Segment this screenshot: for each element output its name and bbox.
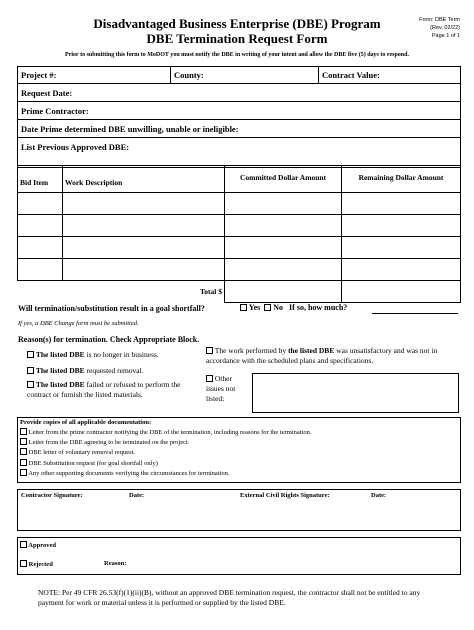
doc-item-text: Any other supporting documents verifying the circumstances for termination. [28, 469, 230, 477]
contractor-date-field[interactable]: Date: [129, 492, 145, 499]
yes-label: Yes [248, 303, 261, 312]
approved-checkbox[interactable] [20, 541, 27, 548]
revision-date: (Rev. 02/22) [430, 25, 460, 31]
list-item[interactable] [20, 428, 311, 438]
contractor-signature-field[interactable]: Contractor Signature: [21, 492, 83, 499]
reason-unsatisfactory-work[interactable] [206, 346, 458, 366]
list-item[interactable] [20, 448, 311, 458]
table-row[interactable] [18, 215, 461, 237]
no-label: No [273, 303, 284, 312]
doc-checkbox[interactable] [20, 428, 27, 435]
reason-checkbox[interactable] [206, 375, 213, 382]
doc-checkbox[interactable] [20, 438, 27, 445]
doc-item-text: DBE Substitution request (for goal shortfall only) [28, 459, 158, 467]
reasons-heading: Reason(s) for termination. Check Appropriate Block. [18, 335, 200, 344]
total-label: Total $ [63, 281, 225, 303]
rejected-option[interactable] [20, 560, 53, 568]
reason-failed-to-perform[interactable] [27, 380, 197, 400]
table-row[interactable] [18, 259, 461, 281]
form-subtitle: DBE Termination Request Form [146, 31, 328, 46]
documentation-heading: Provide copies of all applicable documentation: [20, 419, 152, 426]
yes-checkbox[interactable] [240, 304, 247, 311]
project-info-block [17, 66, 461, 168]
project-number-field[interactable]: Project #: [21, 70, 57, 80]
date-prime-determined-field[interactable]: Date Prime determined DBE unwilling, unable or ineligible: [21, 124, 239, 134]
col-work-description: Work Description [63, 166, 225, 193]
list-item[interactable] [20, 459, 311, 469]
no-checkbox[interactable] [264, 304, 271, 311]
form-id-block [419, 16, 460, 40]
list-item[interactable] [20, 469, 311, 479]
reason-requested-removal[interactable] [27, 366, 144, 375]
doc-checkbox[interactable] [20, 469, 27, 476]
reason-no-longer-in-business[interactable] [27, 350, 159, 359]
approval-box [17, 537, 461, 575]
col-bid-item: Bid Item [18, 166, 63, 193]
signature-box [17, 489, 461, 531]
reason-text: failed or refused to perform the contract or furnish the listed materials. [27, 380, 181, 399]
shortfall-options [240, 303, 347, 312]
other-issues-input[interactable] [252, 373, 459, 413]
reason-checkbox[interactable] [27, 381, 34, 388]
reason-subject: The listed DBE [35, 350, 85, 359]
reason-subject: the listed DBE [288, 346, 335, 355]
approved-option[interactable] [20, 541, 56, 549]
reason-text: requested removal. [84, 366, 144, 375]
ecr-date-field[interactable]: Date: [371, 492, 387, 499]
shortfall-question: Will termination/substitution result in a goal shortfall? [18, 304, 205, 313]
reason-subject: The listed DBE [35, 380, 85, 389]
reason-checkbox[interactable] [27, 351, 34, 358]
col-committed-amount: Committed Dollar Amount [225, 166, 342, 193]
shortfall-note: If yes, a DBE Change form must be submitted. [18, 320, 139, 327]
reason-text: is no longer in business. [84, 350, 159, 359]
prime-contractor-field[interactable]: Prime Contractor: [21, 106, 89, 116]
reason-text: was unsatisfactory and was not in accordance with the scheduled plans and specifications. [206, 346, 438, 365]
doc-item-text: DBE letter of voluntary removal request. [28, 449, 136, 457]
list-item[interactable] [20, 438, 311, 448]
reason-checkbox[interactable] [206, 347, 213, 354]
footer-note: NOTE: Per 49 CFR 26.53(f)(1)(ii)(B), without an approved DBE termination request, the contractor shall not be entitled to any payment for work or material unless it is performed or supplied by the listed DBE. [38, 588, 421, 607]
doc-item-text: Letter from the prime contractor notifying the DBE of the termination, including reasons for the termination. [28, 429, 312, 436]
how-much-label: If so, how much? [289, 303, 348, 312]
rejected-checkbox[interactable] [20, 560, 27, 567]
reason-subject: The listed DBE [35, 366, 85, 375]
doc-checkbox[interactable] [20, 448, 27, 455]
ecr-signature-field[interactable]: External Civil Rights Signature: [240, 492, 330, 499]
reason-text: Other issues not listed: [206, 374, 236, 403]
rejection-reason-field[interactable]: Reason: [104, 560, 127, 567]
approved-label: Approved [28, 542, 56, 549]
notice-text: Prior to submitting this form to MoDOT you must notify the DBE in writing of your intent and allow the DBE five (5) days to respond. [65, 52, 409, 58]
documentation-list [20, 428, 311, 479]
total-committed-cell[interactable] [225, 281, 342, 303]
county-field[interactable]: County: [174, 70, 204, 80]
table-row[interactable] [18, 193, 461, 215]
rejected-label: Rejected [28, 561, 53, 568]
previous-approved-dbe-label: List Previous Approved DBE: [21, 142, 130, 152]
shortfall-amount-field[interactable] [372, 313, 458, 314]
doc-checkbox[interactable] [20, 459, 27, 466]
form-title: Disadvantaged Business Enterprise (DBE) Program [93, 16, 381, 31]
form-number: Form: DBE Term [419, 17, 460, 23]
dbe-items-table [17, 165, 461, 303]
contract-value-field[interactable]: Contract Value: [322, 70, 380, 80]
table-row[interactable] [18, 237, 461, 259]
page-number: Page 1 of 1 [431, 33, 460, 39]
request-date-field[interactable]: Request Date: [21, 88, 73, 98]
col-remaining-amount: Remaining Dollar Amount [342, 166, 461, 193]
reason-other[interactable] [206, 374, 250, 404]
reason-checkbox[interactable] [27, 367, 34, 374]
reason-text: The work performed by [214, 346, 289, 355]
total-remaining-cell[interactable] [342, 281, 461, 303]
doc-item-text: Letter from the DBE agreeing to be terminated on the project. [28, 439, 190, 447]
